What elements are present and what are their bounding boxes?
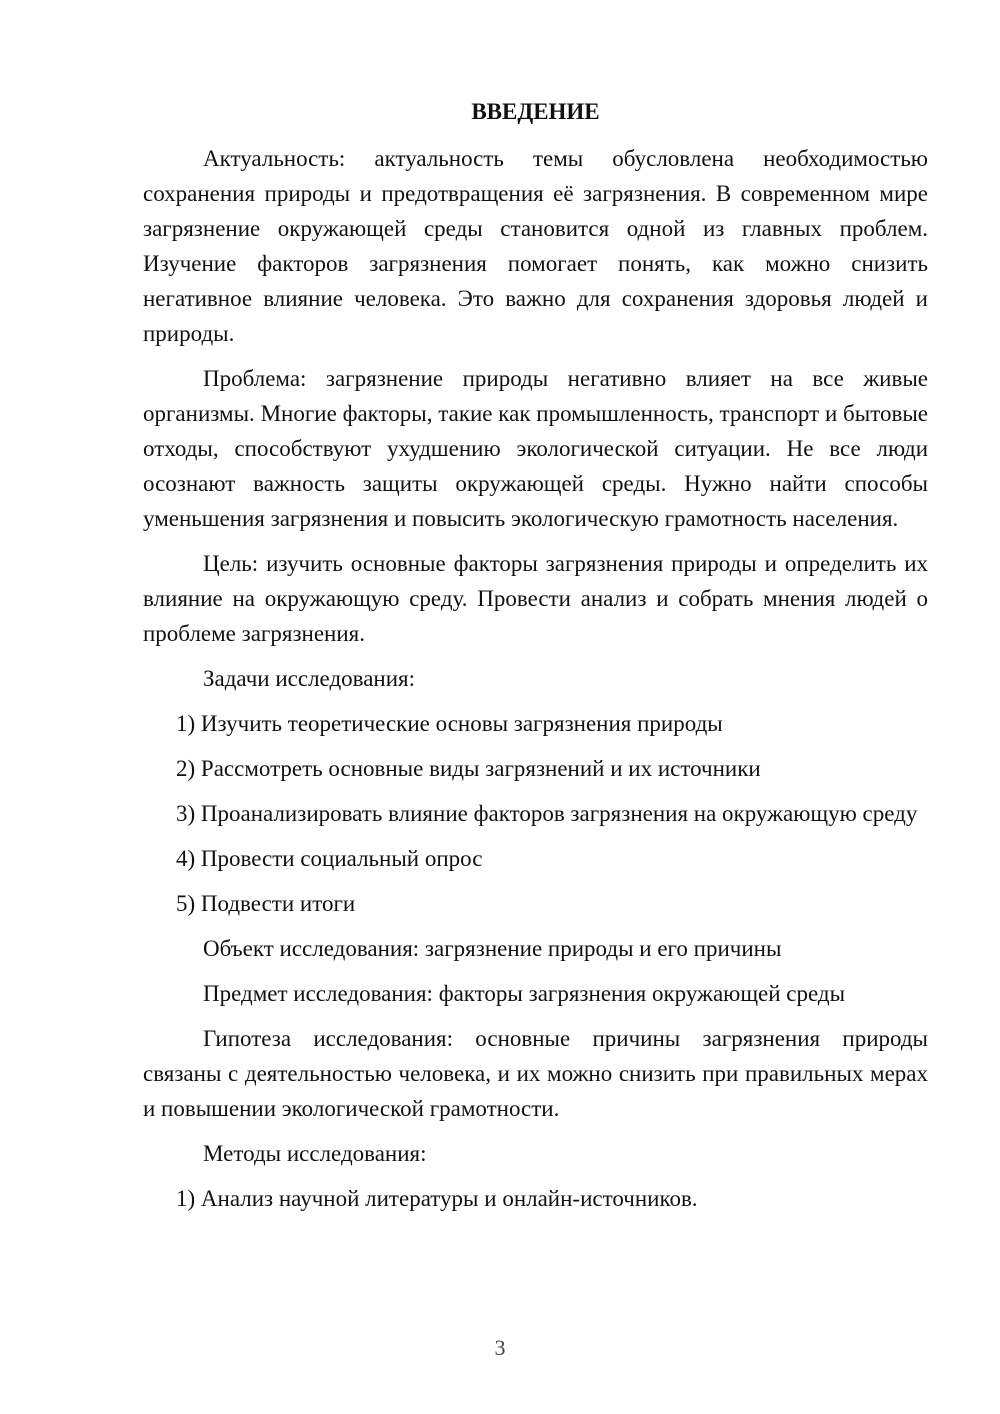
task-item: 3) Проанализировать влияние факторов загрязнения на окружающую среду xyxy=(176,801,918,826)
task-item: 1) Изучить теоретические основы загрязнения природы xyxy=(176,711,723,736)
page-number: 3 xyxy=(494,1335,506,1360)
methods-title: Методы исследования: xyxy=(203,1141,427,1166)
subject-paragraph: Предмет исследования: факторы загрязнения окружающей среды xyxy=(203,981,846,1006)
method-item: 1) Анализ научной литературы и онлайн-источников. xyxy=(176,1186,698,1211)
task-item: 2) Рассмотреть основные виды загрязнений и их источники xyxy=(176,756,761,781)
page-content xyxy=(143,94,928,1226)
object-paragraph: Объект исследования: загрязнение природы и его причины xyxy=(203,936,782,961)
goal-paragraph: Цель: изучить основные факторы загрязнения природы и определить их влияние на окружающую среду. Провести анализ и собрать мнения людей о проблеме загрязнения. xyxy=(143,551,928,646)
task-item: 5) Подвести итоги xyxy=(176,891,356,916)
task-item: 4) Провести социальный опрос xyxy=(176,846,483,871)
hypothesis-paragraph: Гипотеза исследования: основные причины загрязнения природы связаны с деятельностью человека, и их можно снизить при правильных мерах и повышении экологической грамотности. xyxy=(143,1026,928,1121)
problem-paragraph: Проблема: загрязнение природы негативно влияет на все живые организмы. Многие факторы, такие как промышленность, транспорт и бытовые отходы, способствуют ухудшению экологической ситуации. Не все люди осознают важность защиты окружающей среды. Нужно найти способы уменьшения загрязнения и повысить экологическую грамотность населения. xyxy=(143,366,928,531)
section-heading: ВВЕДЕНИЕ xyxy=(471,99,600,124)
tasks-title: Задачи исследования: xyxy=(203,666,416,691)
relevance-paragraph: Актуальность: актуальность темы обусловлена необходимостью сохранения природы и предотвращения её загрязнения. В современном мире загрязнение окружающей среды становится одной из главных проблем. Изучение факторов загрязнения помогает понять, как можно снизить негативное влияние человека. Это важно для сохранения здоровья людей и природы. xyxy=(143,146,928,346)
